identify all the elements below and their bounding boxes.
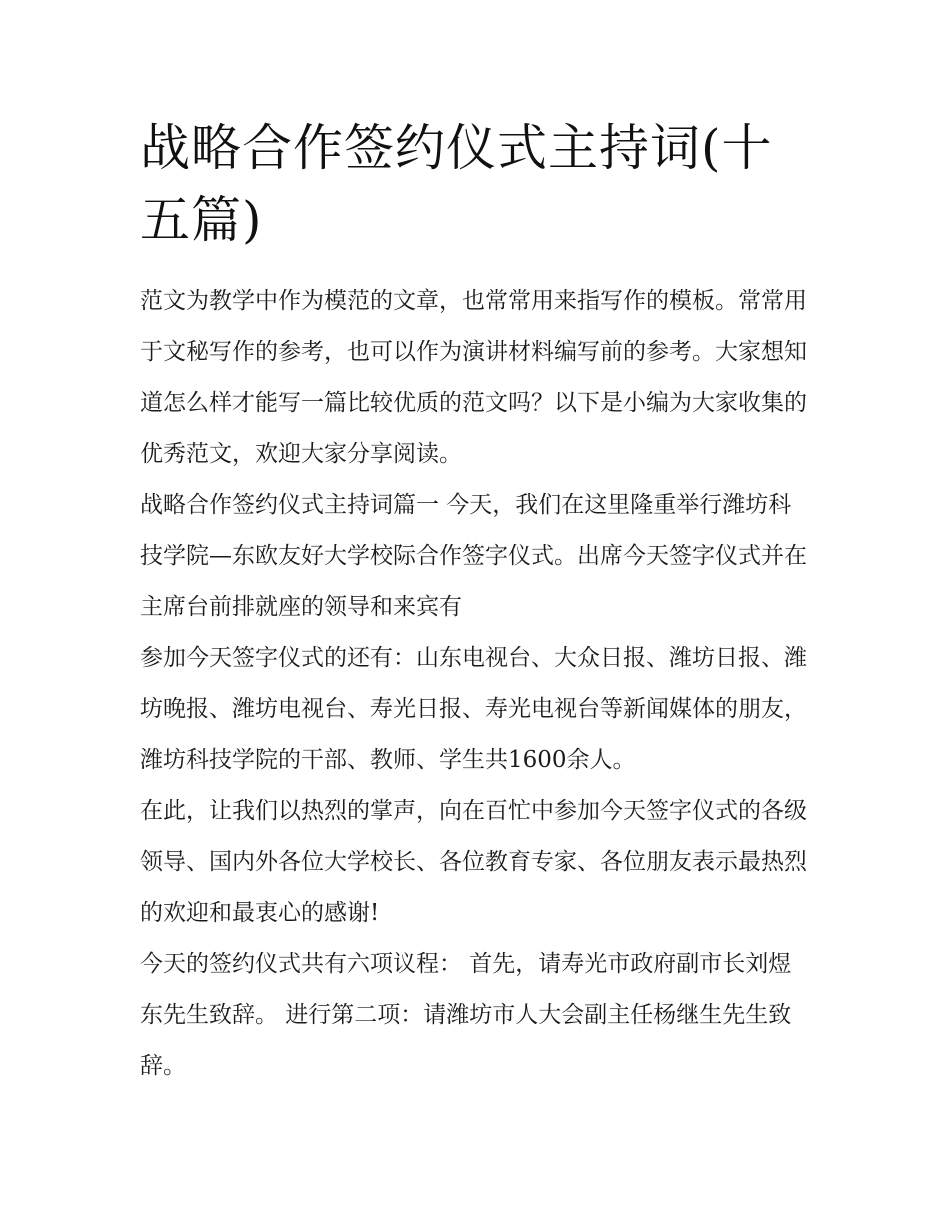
- paragraph-opening: 战略合作签约仪式主持词篇一 今天，我们在这里隆重举行潍坊科技学院—东欧友好大学校际合作签字仪式。出席今天签字仪式并在主席台前排就座的领导和来宾有: [140, 492, 807, 620]
- document-title: 战略合作签约仪式主持词(十五篇): [140, 119, 773, 249]
- paragraph-agenda: 今天的签约仪式共有六项议程： 首先，请寿光市政府副市长刘煜东先生致辞。 进行第二项：请潍坊市人大会副主任杨继生先生致辞。: [140, 951, 792, 1079]
- paragraph-intro: 范文为教学中作为模范的文章，也常常用来指写作的模板。常常用于文秘写作的参考，也可以作为演讲材料编写前的参考。大家想知道怎么样才能写一篇比较优质的范文吗？以下是小编为大家收集的优秀范文，欢迎大家分享阅读。: [140, 288, 807, 467]
- document-body: [140, 112, 812, 1092]
- paragraph-attendees: 参加今天签字仪式的还有：山东电视台、大众日报、潍坊日报、潍坊晚报、潍坊电视台、寿光日报、寿光电视台等新闻媒体的朋友，潍坊科技学院的干部、教师、学生共1600余人。: [140, 645, 807, 773]
- paragraph-welcome: 在此，让我们以热烈的掌声，向在百忙中参加今天签字仪式的各级领导、国内外各位大学校长、各位教育专家、各位朋友表示最热烈的欢迎和最衷心的感谢!: [140, 798, 807, 926]
